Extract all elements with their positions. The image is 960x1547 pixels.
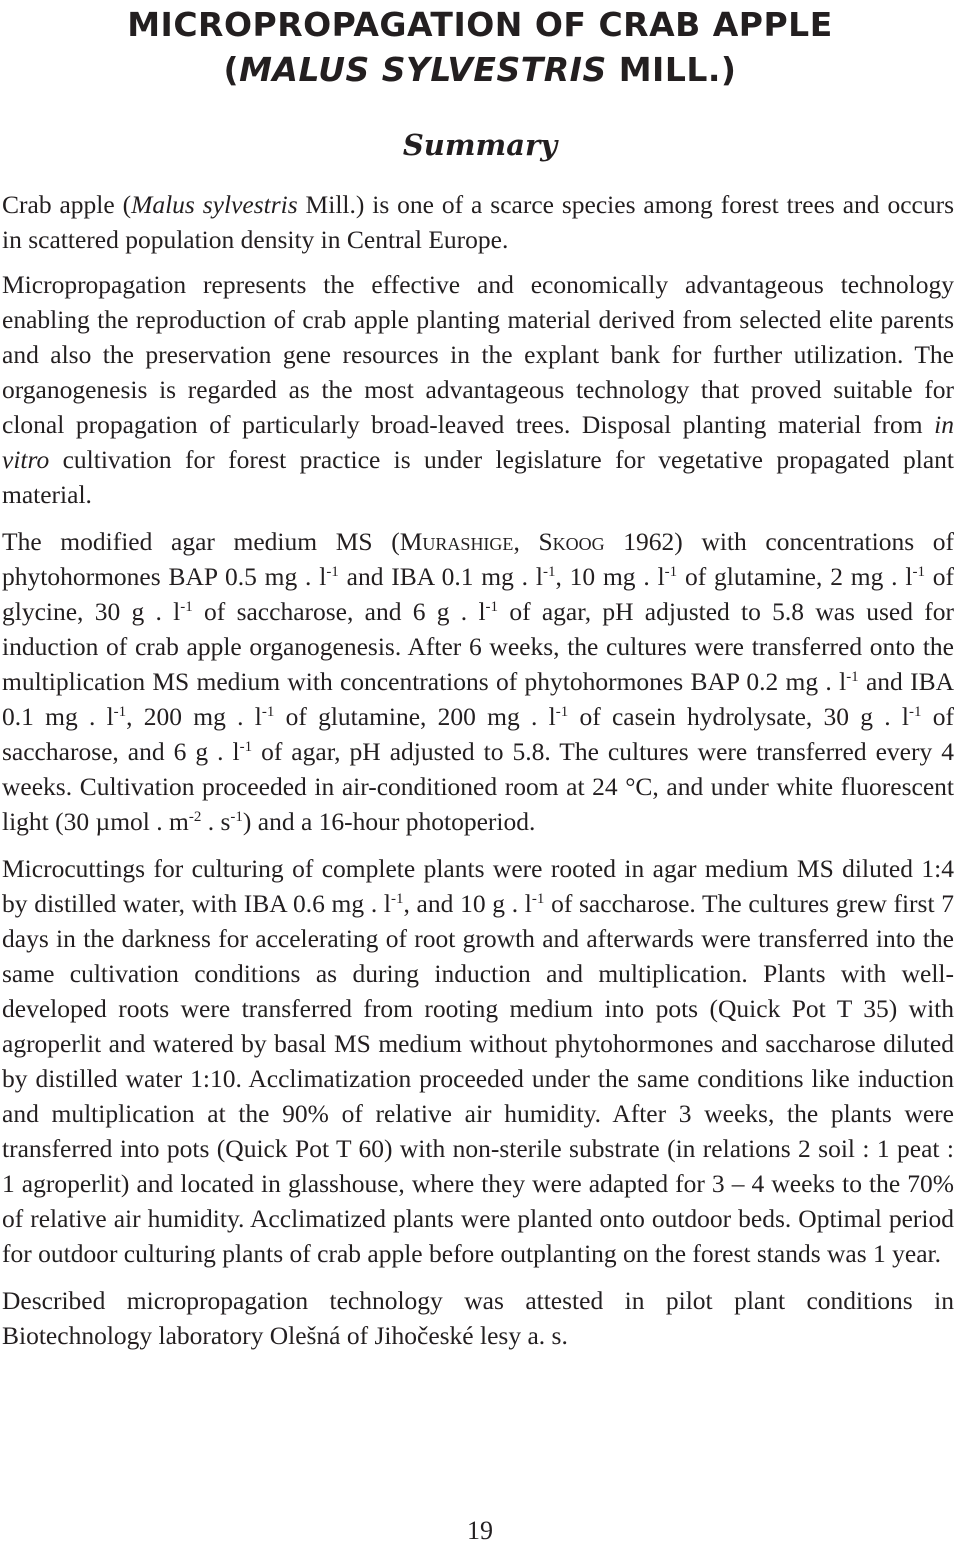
unit-superscript: -1 bbox=[239, 739, 253, 755]
medium-text-11: , 200 mg . l bbox=[126, 702, 262, 731]
species-name: Malus sylvestris bbox=[131, 190, 298, 219]
title-line-2-open: ( bbox=[223, 50, 240, 89]
title-species-name: MALUS SYLVESTRIS bbox=[239, 50, 607, 89]
paragraph-technology bbox=[2, 267, 954, 512]
medium-text-15: of agar, pH adjusted to 5.8. The cultures were transferred every 4 weeks. Cultivation proceeded in air-conditioned room at 24 °C, and under white fluorescent light (30 µmol . m bbox=[2, 737, 954, 836]
title-line-1: MICROPROPAGATION OF CRAB APPLE bbox=[127, 5, 833, 44]
document-title bbox=[0, 2, 960, 92]
in-vitro-term: in vitro bbox=[2, 410, 954, 474]
unit-superscript: -1 bbox=[113, 704, 127, 720]
paragraph-intro-text-b: Mill.) is one of a scarce species among forest trees and occurs in scattered population density in Central Europe. bbox=[2, 190, 954, 254]
medium-text-17: ) and a 16-hour photoperiod. bbox=[242, 807, 536, 836]
rooting-text-3: of saccharose. The cultures grew first 7 days in the darkness for accelerating of root growth and afterwards were transferred into the same cultivation conditions as during induction and multiplication. Plants with well-developed roots were transferred from rooting medium into pots (Quick Pot T 35) with agroperlit and watered by basal MS medium without phytohormones and saccharose diluted by distilled water 1:10. Acclimatization proceeded under the same conditions like induction and multiplication at the 90% of relative air humidity. After 3 weeks, the plants were transferred into pots (Quick Pot T 60) with non-sterile substrate (in relations 2 soil : 1 peat : 1 agroperlit) and located in glasshouse, where they were adapted for 3 – 4 weeks to the 70% of relative air humidity. Acclimatized plants were planted onto outdoor beds. Optimal period for outdoor culturing plants of crab apple before outplanting on the forest stands was 1 year. bbox=[2, 889, 954, 1268]
medium-text-16: . s bbox=[201, 807, 231, 836]
medium-text-2: , bbox=[513, 527, 539, 556]
unit-superscript: -1 bbox=[555, 704, 569, 720]
unit-superscript: -1 bbox=[909, 704, 922, 720]
paragraph-attestation: Described micropropagation technology was attested in pilot plant conditions in Biotechnology laboratory Olešná of Jihočeské lesy a. s. bbox=[2, 1286, 954, 1350]
unit-superscript: -1 bbox=[390, 891, 404, 907]
medium-text-6: of glutamine, 2 mg . l bbox=[677, 562, 913, 591]
paragraph-technology-text-b: cultivation for forest practice is under legislature for vegetative propagated plant material. bbox=[2, 445, 954, 509]
unit-superscript: -1 bbox=[230, 809, 243, 825]
unit-superscript: -1 bbox=[261, 704, 275, 720]
rooting-text-2: , and 10 g . l bbox=[403, 889, 532, 918]
paragraph-technology-text-a: Micropropagation represents the effective and economically advantageous technology enabling the reproduction of crab apple planting material derived from selected elite parents and also the preservation gene resources in the explant bank for further utilization. The organogenesis is regarded as the most advantageous technology that proved suitable for clonal propagation of particularly broad-leaved trees. Disposal planting material from bbox=[2, 270, 954, 439]
medium-text-5: , 10 mg . l bbox=[555, 562, 665, 591]
medium-text-1: The modified agar medium MS ( bbox=[2, 527, 400, 556]
unit-superscript: -1 bbox=[912, 564, 925, 580]
medium-text-8: of saccharose, and 6 g . l bbox=[192, 597, 486, 626]
unit-superscript: -1 bbox=[531, 891, 545, 907]
unit-superscript: -1 bbox=[326, 564, 339, 580]
medium-text-4: and IBA 0.1 mg . l bbox=[338, 562, 543, 591]
unit-superscript: -1 bbox=[180, 599, 193, 615]
medium-text-13: of casein hydrolysate, 30 g . l bbox=[568, 702, 909, 731]
unit-superscript: -1 bbox=[542, 564, 556, 580]
medium-text-12: of glutamine, 200 mg . l bbox=[274, 702, 556, 731]
medium-text-14: of saccharose, and 6 g . l bbox=[2, 702, 954, 766]
paragraph-medium bbox=[2, 524, 954, 839]
paragraph-intro bbox=[2, 187, 954, 257]
rooting-text-1: Microcuttings for culturing of complete plants were rooted in agar medium MS diluted 1:4 by distilled water, with IBA 0.6 mg . l bbox=[2, 854, 954, 918]
paragraph-rooting bbox=[2, 851, 954, 1271]
unit-superscript: -1 bbox=[846, 669, 859, 685]
citation-author-skoog: Skoog bbox=[538, 527, 605, 556]
medium-text-9: of agar, pH adjusted to 5.8 was used for induction of crab apple organogenesis. After 6 weeks, the cultures were transferred onto the multiplication MS medium with concentrations of phytohormones BAP 0.2 mg . l bbox=[2, 597, 955, 696]
medium-text-7: of glycine, 30 g . l bbox=[2, 562, 955, 626]
paragraph-intro-text-a: Crab apple ( bbox=[2, 190, 132, 219]
unit-superscript: -2 bbox=[188, 809, 202, 825]
medium-text-10: and IBA 0.1 mg . l bbox=[2, 667, 955, 731]
title-line-2-rest: MILL.) bbox=[606, 50, 737, 89]
citation-author-murashige: Murashige bbox=[399, 527, 514, 556]
summary-body bbox=[2, 187, 954, 1365]
unit-superscript: -1 bbox=[664, 564, 678, 580]
summary-heading: Summary bbox=[402, 128, 558, 162]
unit-superscript: -1 bbox=[485, 599, 499, 615]
page-number: 19 bbox=[467, 1516, 493, 1545]
medium-text-3: 1962) with concentrations of phytohormones BAP 0.5 mg . l bbox=[2, 527, 955, 591]
